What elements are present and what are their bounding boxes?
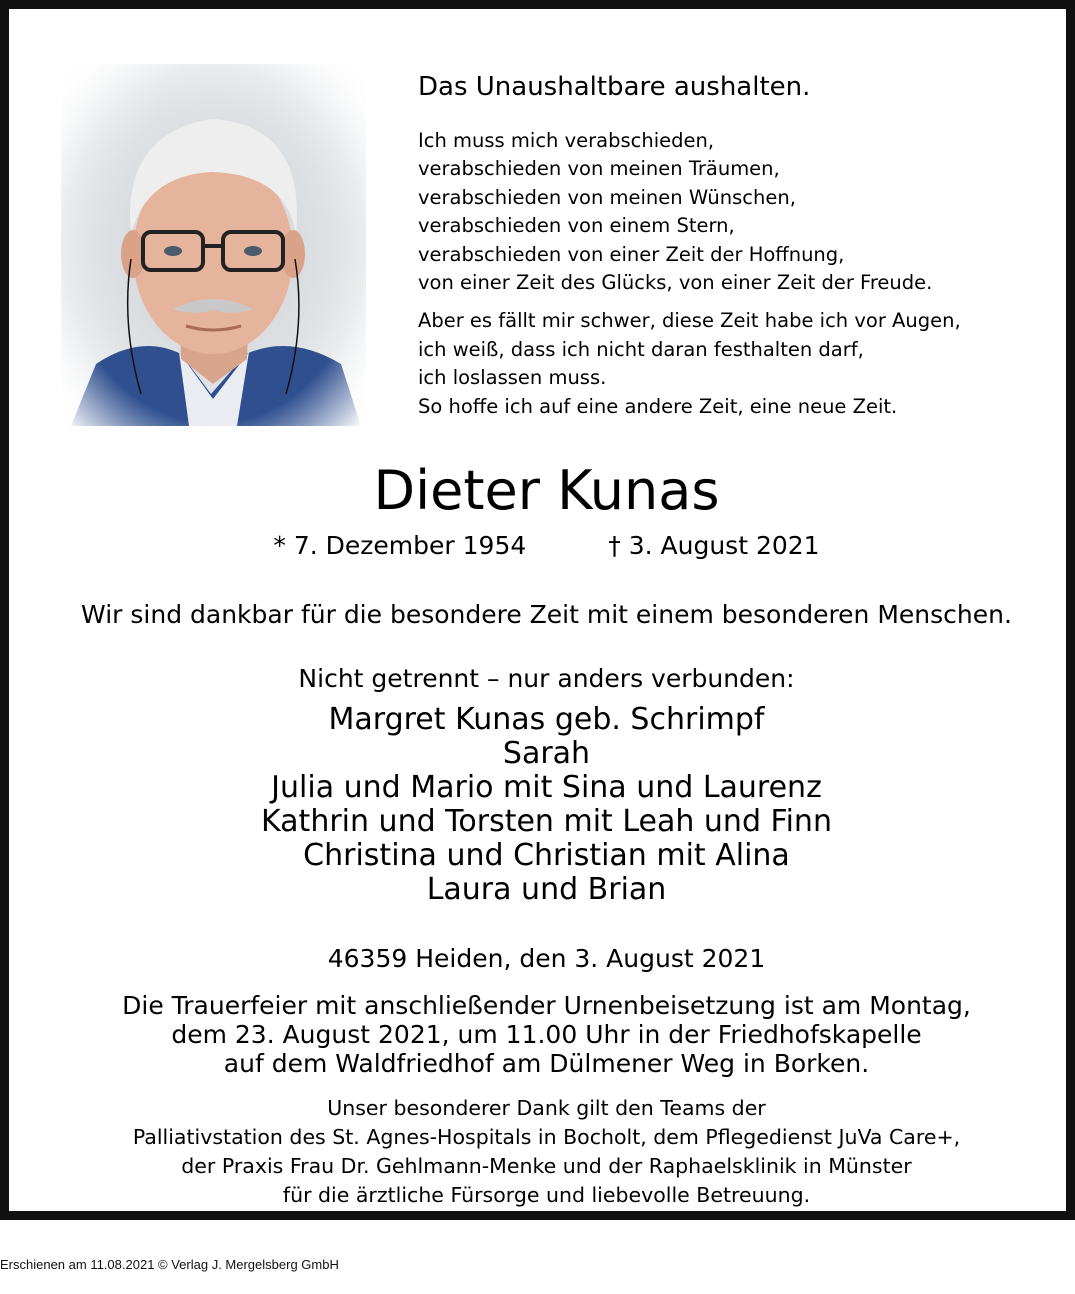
poem-line: Ich muss mich verabschieden, xyxy=(418,129,715,152)
portrait-illustration xyxy=(61,64,366,426)
poem-stanza-2 xyxy=(418,307,1058,421)
gratitude-line: Palliativstation des St. Agnes-Hospitals in Bocholt, dem Pflegedienst JuVa Care+, xyxy=(132,1125,961,1149)
family-member: Kathrin und Torsten mit Leah und Finn xyxy=(261,804,832,839)
deceased-name: Dieter Kunas xyxy=(373,459,720,522)
poem-line: verabschieden von meinen Wünschen, xyxy=(418,185,796,209)
gratitude-line: Unser besonderer Dank gilt den Teams der xyxy=(327,1096,766,1120)
family-member: Christina und Christian mit Alina xyxy=(303,838,790,873)
publication-footer: Erschienen am 11.08.2021 © Verlag J. Mergelsberg GmbH xyxy=(0,1257,339,1272)
family-member: Sarah xyxy=(502,736,591,771)
poem-line: ich loslassen muss. xyxy=(418,366,607,390)
family-member: Laura und Brian xyxy=(426,872,667,907)
poem xyxy=(418,69,1058,421)
service-line: Die Trauerfeier mit anschließender Urnenbeisetzung ist am Montag, xyxy=(122,991,971,1020)
service-line: dem 23. August 2021, um 11.00 Uhr in der Friedhofskapelle xyxy=(171,1020,922,1049)
poem-line: verabschieden von meinen Träumen, xyxy=(418,157,780,181)
family-member: Margret Kunas geb. Schrimpf xyxy=(328,702,765,737)
portrait-photo xyxy=(61,64,366,426)
gratitude-line: der Praxis Frau Dr. Gehlmann-Menke und der Raphaelsklinik in Münster xyxy=(181,1154,912,1178)
family-members xyxy=(9,703,1075,907)
gratitude-line: für die ärztliche Fürsorge und liebevolle Betreuung. xyxy=(282,1183,811,1207)
poem-title: Das Unaushaltbare aushalten. xyxy=(418,72,811,102)
poem-line: Aber es fällt mir schwer, diese Zeit habe ich vor Augen, xyxy=(418,309,961,333)
service-line: auf dem Waldfriedhof am Dülmener Weg in Borken. xyxy=(223,1049,870,1078)
family-intro: Nicht getrennt – nur anders verbunden: xyxy=(298,664,795,693)
poem-line: So hoffe ich auf eine andere Zeit, eine neue Zeit. xyxy=(418,394,898,418)
birth-date: * 7. Dezember 1954 xyxy=(273,531,527,560)
gratitude-note xyxy=(9,1094,1075,1210)
poem-line: ich weiß, dass ich nicht daran festhalten darf, xyxy=(418,337,864,361)
service-details xyxy=(9,991,1075,1078)
thanks-line: Wir sind dankbar für die besondere Zeit mit einem besonderen Menschen. xyxy=(81,600,1012,629)
poem-line: verabschieden von einem Stern, xyxy=(418,214,735,238)
poem-stanza-1 xyxy=(418,127,1058,297)
poem-line: verabschieden von einer Zeit der Hoffnung, xyxy=(418,242,845,266)
family-member: Julia und Mario mit Sina und Laurenz xyxy=(271,770,822,805)
poem-line: von einer Zeit des Glücks, von einer Zeit der Freude. xyxy=(418,271,933,295)
life-dates xyxy=(9,528,1075,564)
place-date: 46359 Heiden, den 3. August 2021 xyxy=(327,944,766,973)
death-date: † 3. August 2021 xyxy=(608,531,820,560)
